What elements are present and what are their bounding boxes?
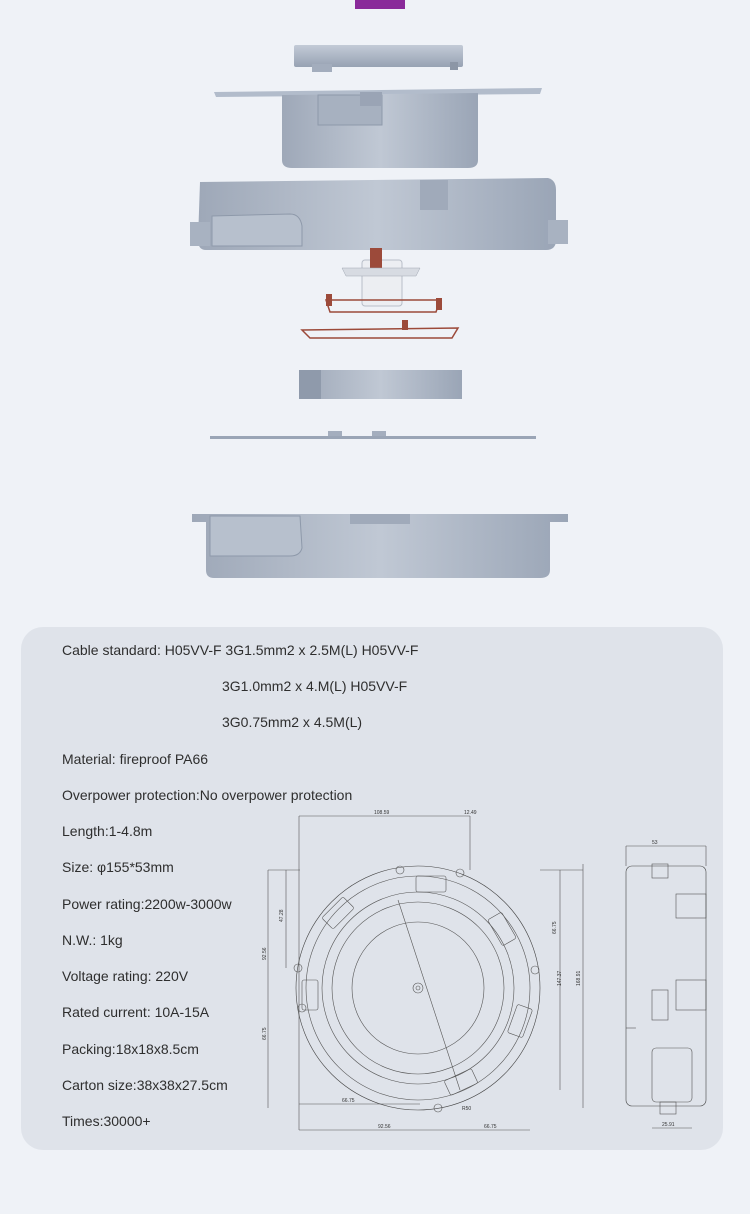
spec-cable-standard-line2: 3G1.0mm2 x 4.M(L) H05VV-F bbox=[222, 678, 408, 694]
dim-right-upper: 66.75 bbox=[552, 921, 558, 934]
dim-top-right: 12.49 bbox=[464, 810, 477, 816]
dim-bottom-right: 66.75 bbox=[484, 1124, 497, 1130]
dim-right-mid: 147.37 bbox=[557, 970, 563, 986]
spec-rated-current: Rated current: 10A-15A bbox=[62, 1004, 210, 1020]
spec-carton-size: Carton size:38x38x27.5cm bbox=[62, 1077, 228, 1093]
dim-side-bottom: 25.91 bbox=[662, 1122, 675, 1128]
main-housing-part bbox=[190, 178, 568, 250]
middle-ring-part bbox=[299, 370, 462, 399]
dim-top-left: 108.59 bbox=[374, 810, 390, 816]
top-cap-part bbox=[294, 45, 463, 72]
terminal-assembly-part bbox=[302, 248, 458, 338]
top-connector-part bbox=[355, 0, 405, 9]
spec-cable-standard: Cable standard: H05VV-F 3G1.5mm2 x 2.5M(L) H05VV-F bbox=[62, 642, 419, 658]
dim-right-outer: 168.91 bbox=[576, 970, 582, 986]
bottom-housing-part bbox=[192, 514, 568, 578]
dim-bottom-left: 92.56 bbox=[378, 1124, 391, 1130]
technical-drawing bbox=[262, 806, 722, 1136]
spec-length: Length:1-4.8m bbox=[62, 823, 153, 839]
upper-housing-part bbox=[214, 88, 542, 168]
spec-packing: Packing:18x18x8.5cm bbox=[62, 1041, 199, 1057]
spec-net-weight: N.W.: 1kg bbox=[62, 932, 123, 948]
thin-plate-part bbox=[210, 431, 536, 439]
spec-voltage-rating: Voltage rating: 220V bbox=[62, 968, 189, 984]
spec-size: Size: φ155*53mm bbox=[62, 859, 174, 875]
spec-power-rating: Power rating:2200w-3000w bbox=[62, 896, 232, 912]
dim-radius-note: R50 bbox=[462, 1106, 472, 1112]
dim-bottom-inner: 66.75 bbox=[342, 1098, 355, 1104]
spec-material: Material: fireproof PA66 bbox=[62, 751, 209, 767]
dim-left-upper: 47.28 bbox=[279, 909, 285, 922]
spec-cable-standard-line3: 3G0.75mm2 x 4.5M(L) bbox=[222, 714, 363, 730]
dim-side-top: 53 bbox=[652, 840, 658, 846]
exploded-view-illustration bbox=[0, 0, 750, 600]
spec-times: Times:30000+ bbox=[62, 1113, 151, 1129]
dim-left-mid: 92.56 bbox=[262, 947, 268, 960]
spec-overpower-protection: Overpower protection:No overpower protection bbox=[62, 787, 353, 803]
dim-left-lower: 66.75 bbox=[262, 1027, 268, 1040]
